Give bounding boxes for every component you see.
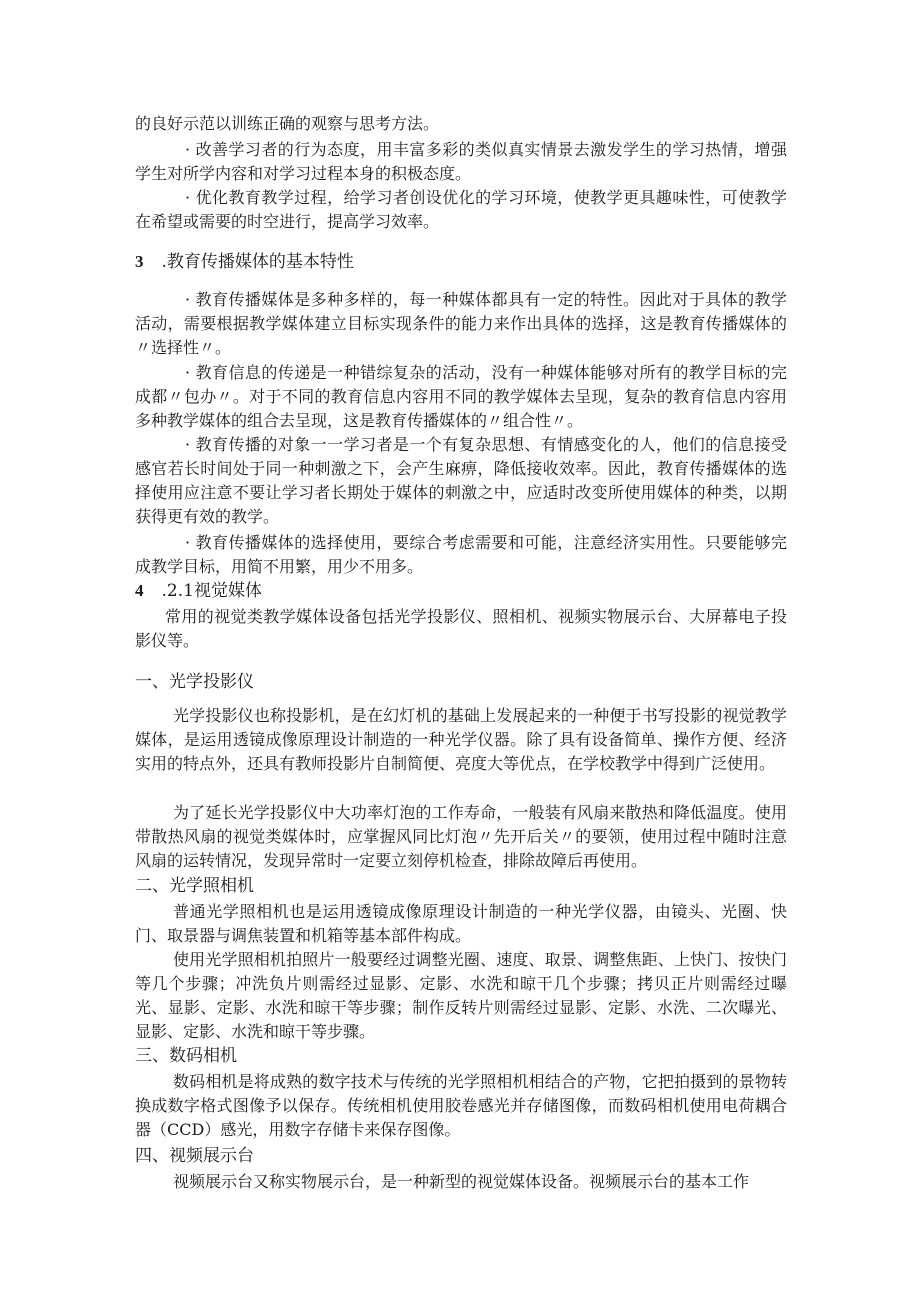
subsection-heading: 四、视频展示台 [135, 1146, 254, 1166]
paragraph: 光学投影仪也称投影机，是在幻灯机的基础上发展起来的一种便于书写投影的视觉教学媒体，是运用透镜成像原理设计制造的一种光学仪器。除了具有设备简单、操作方便、经济实用的特点外，还具有教师投影片自制简便、亮度大等优点，在学校教学中得到广泛使用。 [135, 706, 787, 773]
subsection-heading: 一、光学投影仪 [135, 672, 254, 692]
bullet-item: · 教育传播媒体的选择使用，要综合考虑需要和可能，注意经济实用性。只要能够完成教学目标，用简不用繁，用少不用多。 [135, 533, 787, 576]
section-title: .教育传播媒体的基本特性 [161, 252, 354, 272]
bullet-item: · 教育信息的传递是一种错综复杂的活动，没有一种媒体能够对所有的教学目标的完成都〃包办〃。对于不同的教育信息内容用不同的教学媒体去呈现，复杂的教育信息内容用多种教学媒体的组合去呈现，这是教育传播媒体的〃组合性〃。 [135, 363, 787, 430]
bullet-item: · 优化教育教学过程，给学习者创设优化的学习环境，使教学更具趣味性，可使教学在希望或需要的时空进行，提高学习效率。 [135, 188, 787, 231]
paragraph: 普通光学照相机也是运用透镜成像原理设计制造的一种光学仪器，由镜头、光圈、快门、取景器与调焦装置和机箱等基本部件构成。 [135, 902, 787, 945]
bullet-item: · 改善学习者的行为态度，用丰富多彩的类似真实情景去激发学生的学习热情，增强学生对所学内容和对学习过程本身的积极态度。 [135, 140, 787, 183]
section-number: 4 [135, 581, 144, 600]
paragraph: 视频展示台又称实物展示台，是一种新型的视觉媒体设备。视频展示台的基本工作 [173, 1172, 750, 1191]
paragraph-continuation: 的良好示范以训练正确的观察与思考方法。 [135, 114, 440, 133]
bullet-item: · 教育传播的对象一一学习者是一个有复杂思想、有情感变化的人，他们的信息接受感官若长时间处于同一种刺激之下，会产生麻痹，降低接收效率。因此，教育传播媒体的选择使用应注意不要让学习者长期处于媒体的刺激之中，应适时改变所使用媒体的种类，以期获得更有效的教学。 [135, 435, 787, 526]
section-heading [135, 250, 787, 274]
section-heading [135, 579, 787, 603]
subsection-heading: 二、光学照相机 [135, 876, 254, 896]
section-number: 3 [135, 252, 144, 271]
paragraph: 数码相机是将成熟的数字技术与传统的光学照相机相结合的产物，它把拍摄到的景物转换成数字格式图像予以保存。传统相机使用胶卷感光并存储图像，而数码相机使用电荷耦合器（CCD）感光，用数字存储卡来保存图像。 [135, 1072, 787, 1139]
paragraph: 常用的视觉类教学媒体设备包括光学投影仪、照相机、视频实物展示台、大屏幕电子投影仪等。 [135, 607, 787, 650]
paragraph: 使用光学照相机拍照片一般要经过调整光圈、速度、取景、调整焦距、上快门、按快门等几个步骤；冲洗负片则需经过显影、定影、水洗和晾干几个步骤；拷贝正片则需经过曝光、显影、定影、水洗和晾干等步骤；制作反转片则需经过显影、定影、水洗、二次曝光、显影、定影、水洗和晾干等步骤。 [135, 950, 787, 1041]
bullet-item: · 教育传播媒体是多种多样的，每一种媒体都具有一定的特性。因此对于具体的教学活动，需要根据教学媒体建立目标实现条件的能力来作出具体的选择，这是教育传播媒体的〃选择性〃。 [135, 290, 787, 357]
subsection-heading: 三、数码相机 [135, 1046, 237, 1066]
paragraph: 为了延长光学投影仪中大功率灯泡的工作寿命，一般装有风扇来散热和降低温度。使用带散热风扇的视觉类媒体时，应掌握风同比灯泡〃先开后关〃的要领，使用过程中随时注意风扇的运转情况，发现异常时一定要立刻停机检查，排除故障后再使用。 [135, 803, 787, 870]
section-title: .2.1视觉媒体 [161, 581, 262, 601]
